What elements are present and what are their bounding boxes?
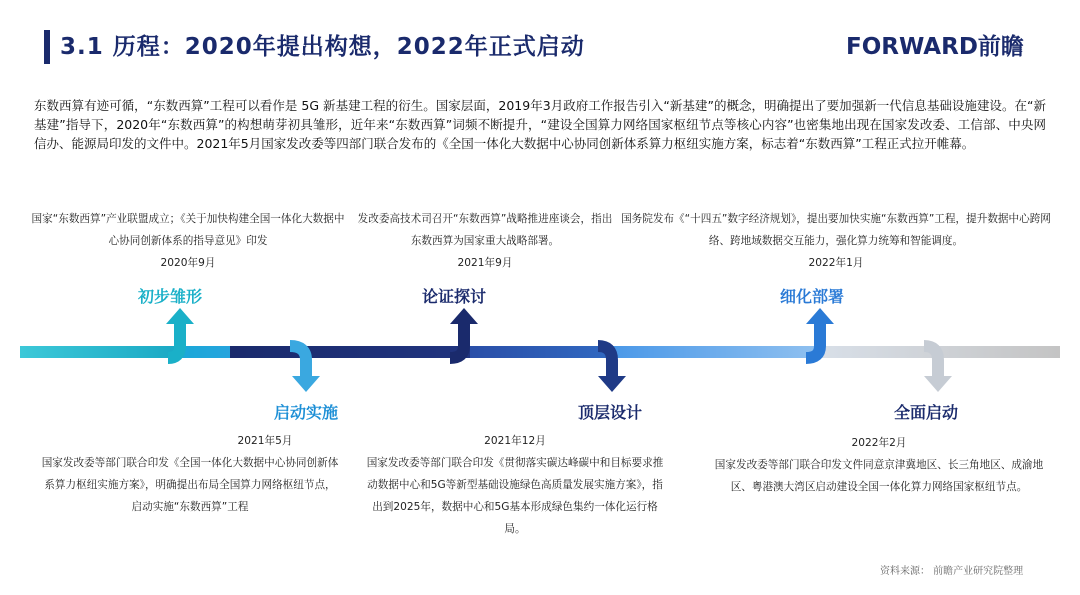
milestone-4-date: 2021年12月	[484, 435, 546, 447]
milestone-5-stage: 细化部署	[780, 287, 845, 306]
milestone-3-date: 2021年9月	[457, 257, 513, 269]
milestone-6-desc	[706, 432, 1052, 498]
source-note: 资料来源： 前瞻产业研究院整理	[880, 566, 1024, 577]
milestone-3-stage: 论证探讨	[422, 287, 487, 306]
milestone-5-text: 国务院发布《“十四五”数字经济规划》，提出要加快实施“东数西算”工程，提升数据中心跨网络、跨地域数据交互能力，强化算力统筹和智能调度。	[621, 213, 1051, 247]
milestone-2-desc	[40, 430, 340, 518]
milestone-1-desc	[30, 208, 346, 274]
milestone-5-desc	[620, 208, 1052, 274]
milestone-3-text: 发改委高技术司召开“东数西算”战略推进座谈会，指出东数西算为国家重大战略部署。	[357, 213, 613, 247]
page-title: 3.1 历程：2020年提出构想，2022年正式启动	[60, 34, 585, 60]
milestone-6-text: 国家发改委等部门联合印发文件同意京津冀地区、长三角地区、成渝地区、粤港澳大湾区启动建设全国一体化算力网络国家枢纽节点。	[714, 459, 1044, 493]
intro-paragraph: 东数西算有迹可循，“东数西算”工程可以看作是 5G 新基建工程的衍生。国家层面，2019年3月政府工作报告引入“新基建”的概念，明确提出了要加强新一代信息基础设施建设。在“新基建”指导下，2020年“东数西算”的构想萌芽初具雏形，近年来“东数西算”词频不断提升，“建设全国算力网络国家枢纽节点等核心内容”也密集地出现在国家发改委、工信部、中央网信办、能源局印发的文件中。2021年5月国家发改委等四部门联合发布的《全国一体化大数据中心协同创新体系算力枢纽实施方案，标志着“东数西算”工程正式拉开帷幕。	[34, 98, 1046, 151]
milestone-2-date: 2021年5月	[237, 435, 293, 447]
timeline-segment-1	[20, 346, 180, 358]
milestone-4-text: 国家发改委等部门联合印发《贯彻落实碳达峰碳中和目标要求推动数据中心和5G等新型基础设施绿色高质量发展实施方案》，指出到2025年，数据中心和5G基本形成绿色集约一体化运行格局。	[366, 457, 664, 535]
milestone-1-text: 国家“东数西算”产业联盟成立；《关于加快构建全国一体化大数据中心协同创新体系的指导意见》印发	[31, 213, 345, 247]
milestone-4-stage: 顶层设计	[578, 403, 643, 422]
brand-logo: FORWARD前瞻	[846, 34, 1024, 60]
milestone-6-stage: 全面启动	[894, 403, 959, 422]
milestone-4-desc	[364, 430, 666, 540]
milestone-3-desc	[356, 208, 614, 274]
milestone-1-date: 2020年9月	[160, 257, 216, 269]
milestone-5-date: 2022年1月	[808, 257, 864, 269]
milestone-1-stage: 初步雏形	[138, 287, 203, 306]
milestone-6-date: 2022年2月	[851, 437, 907, 449]
milestone-2-text: 国家发改委等部门联合印发《全国一体化大数据中心协同创新体系算力枢纽实施方案》，明确提出布局全国算力网络枢纽节点，启动实施“东数西算”工程	[41, 457, 339, 513]
milestone-2-stage: 启动实施	[274, 403, 339, 422]
